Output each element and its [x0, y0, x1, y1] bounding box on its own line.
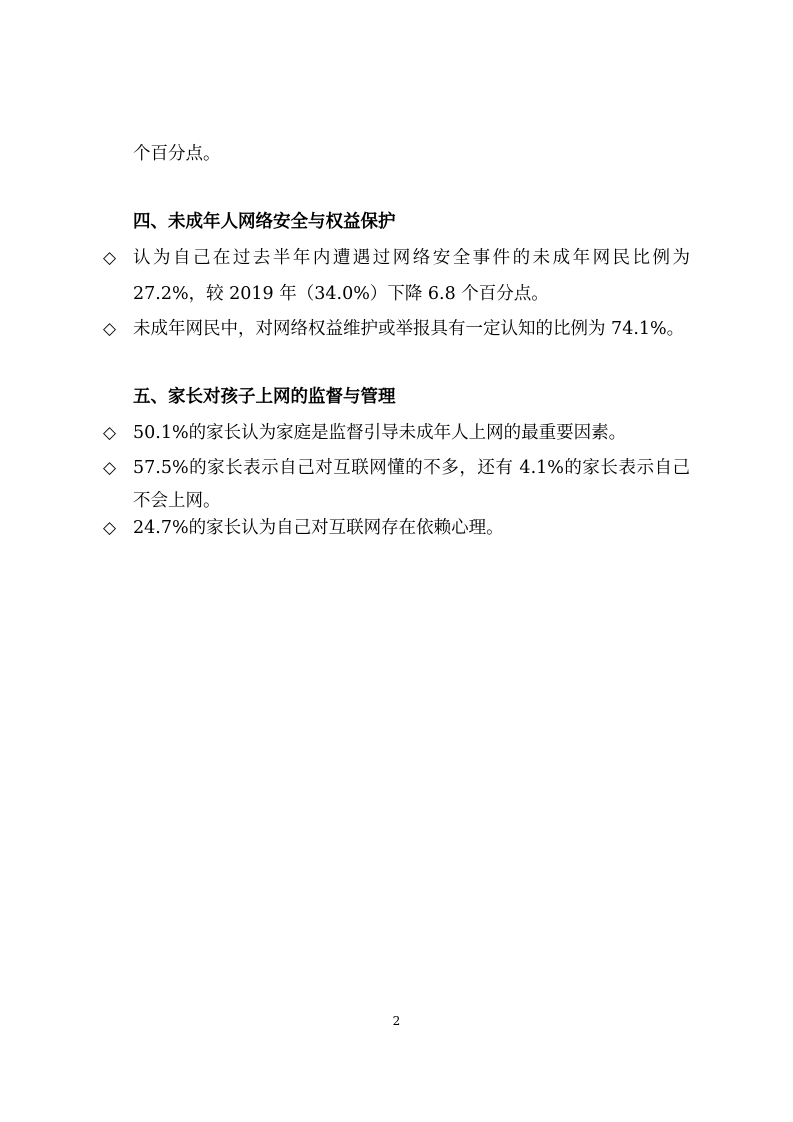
bullet-text-line: 57.5%的家长表示自己对互联网懂的不多，还有 4.1%的家长表示自己	[133, 458, 690, 478]
bullet-text-line: 50.1%的家长认为家庭是监督引导未成年人上网的最重要因素。	[133, 423, 627, 443]
bullet-text-line: 认为自己在过去半年内遭遇过网络安全事件的未成年网民比例为	[133, 248, 690, 268]
diamond-bullet-icon: ◇	[103, 458, 117, 478]
continuation-text: 个百分点。	[133, 144, 221, 164]
bullet-text-line: 未成年网民中，对网络权益维护或举报具有一定认知的比例为 74.1%。	[133, 319, 685, 339]
bullet-text-line: 27.2%，较 2019 年（34.0%）下降 6.8 个百分点。	[133, 284, 549, 304]
section-5-heading: 五、家长对孩子上网的监督与管理	[133, 387, 396, 407]
diamond-bullet-icon: ◇	[103, 518, 117, 538]
section-4-heading: 四、未成年人网络安全与权益保护	[133, 212, 396, 232]
diamond-bullet-icon: ◇	[103, 423, 117, 443]
bullet-text-line: 不会上网。	[133, 491, 221, 511]
diamond-bullet-icon: ◇	[103, 319, 117, 339]
bullet-text-line: 24.7%的家长认为自己对互联网存在依赖心理。	[133, 518, 504, 538]
page-number: 2	[392, 1014, 401, 1028]
diamond-bullet-icon: ◇	[103, 248, 117, 268]
